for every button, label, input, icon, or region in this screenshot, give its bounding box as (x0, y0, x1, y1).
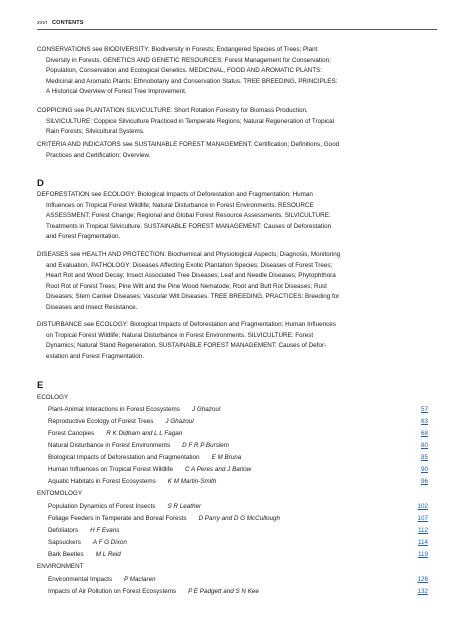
toc-author: J Ghazoul (165, 418, 194, 425)
toc-title: Forest Canopies (48, 430, 95, 437)
entry-line: Diseases; Stem Canker Diseases; Vascular Wilt Diseases. TREE BREEDING, PRACTICES: Breeding for (46, 293, 340, 300)
entry-line: Dynamics; Natural Stand Regeneration. SUSTAINABLE FOREST MANAGEMENT: Causes of Defor- (46, 342, 327, 349)
section-letter-e: E (37, 380, 44, 391)
entry-line: Treatments in Tropical Silviculture. SUSTAINABLE FOREST MANAGEMENT: Causes of Deforestation (46, 222, 332, 230)
entry-line: DISEASES see HEALTH AND PROTECTION: Biochemical and Physiological Aspects; Diagnosis, Monitoring (37, 251, 341, 258)
page-link[interactable]: 114 (417, 539, 428, 546)
page-link[interactable]: 102 (417, 503, 428, 510)
entry-line: CRITERIA AND INDICATORS see SUSTAINABLE FOREST MANAGEMENT: Certification; Definitions, Good (37, 141, 340, 148)
toc-row[interactable] (48, 538, 428, 548)
toc-row[interactable] (48, 587, 428, 597)
toc-row[interactable] (48, 514, 428, 524)
running-header (37, 20, 84, 26)
entry-line: Influences on Tropical Forest Wildlife; Natural Disturbance in Forest Environments. RESOURCE (46, 201, 314, 209)
entry-line: estation and Forest Fragmentation. (46, 352, 145, 360)
toc-author: H F Evans (90, 527, 120, 534)
toc-author: C A Peres and J Barlow (184, 466, 252, 473)
entry-coppicing (37, 106, 437, 138)
toc-author: P Maclaren (124, 576, 156, 583)
toc-title: Reproductive Ecology of Forest Trees (48, 418, 154, 425)
toc-author: J Ghazoul (191, 406, 221, 413)
toc-row[interactable] (48, 429, 428, 439)
page-link[interactable]: 68 (420, 430, 428, 437)
toc-title: Population Dynamics of Forest Insects (48, 503, 156, 510)
entry-line: COPPICING see PLANTATION SILVICULTURE: Short Rotation Forestry for Biomass Production. (37, 107, 308, 114)
toc-row[interactable] (48, 405, 428, 415)
toc-title: Biological Impacts of Deforestation and Fragmentation (48, 454, 200, 461)
toc-title: Impacts of Air Pollution on Forest Ecosystems (48, 588, 177, 595)
toc-author: P E Padgett and S N Kee (188, 588, 259, 595)
page-link[interactable]: 63 (420, 418, 428, 425)
page-link[interactable]: 90 (420, 466, 428, 473)
toc-row[interactable] (48, 417, 428, 427)
toc-row[interactable] (48, 441, 428, 451)
toc-title: Natural Disturbance in Forest Environments (48, 442, 171, 449)
toc-row[interactable] (48, 453, 428, 463)
entry-line: Diseases and Insect Resistance. (46, 303, 138, 311)
page-link[interactable]: 132 (417, 588, 428, 595)
header-rule (37, 29, 437, 30)
entry-line: CONSERVATIONS see BIODIVERSITY: Biodiversity in Forests; Endangered Species of Trees; Plant (37, 46, 318, 53)
toc-row[interactable] (48, 575, 428, 585)
entry-line: ASSESSMENT: Forest Change; Regional and Global Forest Resource Assessments. SILVICULTURE: (46, 212, 331, 219)
entry-line: DEFORESTATION see ECOLOGY: Biological Impacts of Deforestation and Fragmentation; Human (37, 191, 313, 198)
toc-row[interactable] (48, 477, 428, 487)
section-heading-entomology: ENTOMOLOGY (37, 490, 83, 497)
toc-title: Human Influences on Tropical Forest Wildlife (48, 466, 173, 473)
header-title: CONTENTS (52, 20, 84, 26)
toc-author: A F G Dixon (92, 539, 127, 546)
page-link[interactable]: 57 (420, 406, 428, 413)
entry-diseases (37, 250, 437, 313)
toc-author: D Parry and D G McCullough (198, 515, 281, 522)
toc-row[interactable] (48, 502, 428, 512)
page-link[interactable]: 96 (420, 478, 428, 485)
entry-deforestation (37, 190, 437, 243)
entry-line: Rain Forests; Silvicultural Systems. (46, 128, 145, 135)
header-page-number: xxvi (37, 20, 48, 26)
toc-row[interactable] (48, 526, 428, 536)
page-link[interactable]: 112 (417, 527, 428, 534)
entry-line: Practices and Certification; Overview. (46, 151, 151, 159)
section-heading-environment: ENVIRONMENT (37, 563, 84, 570)
toc-author: D F R P Burslem (182, 442, 230, 449)
toc-title: Defoliators (48, 527, 79, 534)
toc-author: M L Reid (95, 551, 121, 558)
toc-author: E M Bruna (211, 454, 242, 461)
toc-title: Bark Beetles (48, 551, 84, 558)
page-link[interactable]: 85 (420, 454, 428, 461)
toc-title: Foliage Feeders in Temperate and Boreal Forests (48, 515, 187, 522)
toc-title: Aquatic Habitats in Forest Ecosystems (48, 478, 156, 485)
entry-line: on Tropical Forest Wildlife; Natural Disturbance in Forest Environments. SILVICULTURE: Forest (46, 331, 314, 339)
page-link[interactable]: 126 (417, 576, 428, 583)
section-letter-d: D (37, 178, 44, 189)
toc-title: Environmental Impacts (48, 576, 113, 583)
page-link[interactable]: 107 (417, 515, 428, 522)
entry-line: SILVICULTURE: Coppice Silviculture Practiced in Temperate Regions; Natural Regeneration of Tropical (46, 117, 335, 125)
entry-line: and Evaluation. PATHOLOGY: Diseases Affecting Exotic Plantation Species; Diseases of Forest Trees; (46, 261, 333, 269)
entry-line: Heart Rot and Wood Decay; Insect Associated Tree Diseases; Leaf and Needle Diseases; Phytophthora (46, 272, 336, 279)
entry-criteria-indicators (37, 140, 437, 161)
entry-line: and Forest Fragmentation. (46, 233, 121, 240)
toc-title: Sapsuckers (48, 539, 81, 546)
page-link[interactable]: 119 (417, 551, 428, 558)
toc-title: Plant-Animal Interactions in Forest Ecosystems (48, 406, 180, 413)
entry-line: Root Rot of Forest Trees; Pine Wilt and the Pine Wood Nematode; Root and Butt Rot Diseases; Rust (46, 282, 327, 290)
entry-conservations (37, 45, 437, 98)
entry-line: Medicinal and Aromatic Plants: Ethnobotany and Conservation Status. TREE BREEDING, PRINCIPLES: (46, 77, 338, 85)
page-link[interactable]: 80 (420, 442, 428, 449)
entry-line: A Historical Overview of Forest Tree Improvement. (46, 88, 187, 95)
entry-line: DISTURBANCE see ECOLOGY: Biological Impacts of Deforestation and Fragmentation; Human Influences (37, 321, 336, 328)
entry-disturbance (37, 320, 437, 362)
section-heading-ecology: ECOLOGY (37, 394, 69, 401)
toc-row[interactable] (48, 550, 428, 560)
toc-author: S R Leather (167, 503, 202, 510)
toc-author: R K Didham and L L Fagan (106, 430, 183, 437)
entry-line: Population, Conservation and Ecological Genetics. MEDICINAL, FOOD AND AROMATIC PLANTS: (46, 67, 323, 74)
entry-line: Diversity in Forests. GENETICS AND GENETIC RESOURCES: Forest Management for Conservation; (46, 56, 331, 64)
toc-row[interactable] (48, 465, 428, 475)
toc-author: K M Martin-Smith (167, 478, 217, 485)
